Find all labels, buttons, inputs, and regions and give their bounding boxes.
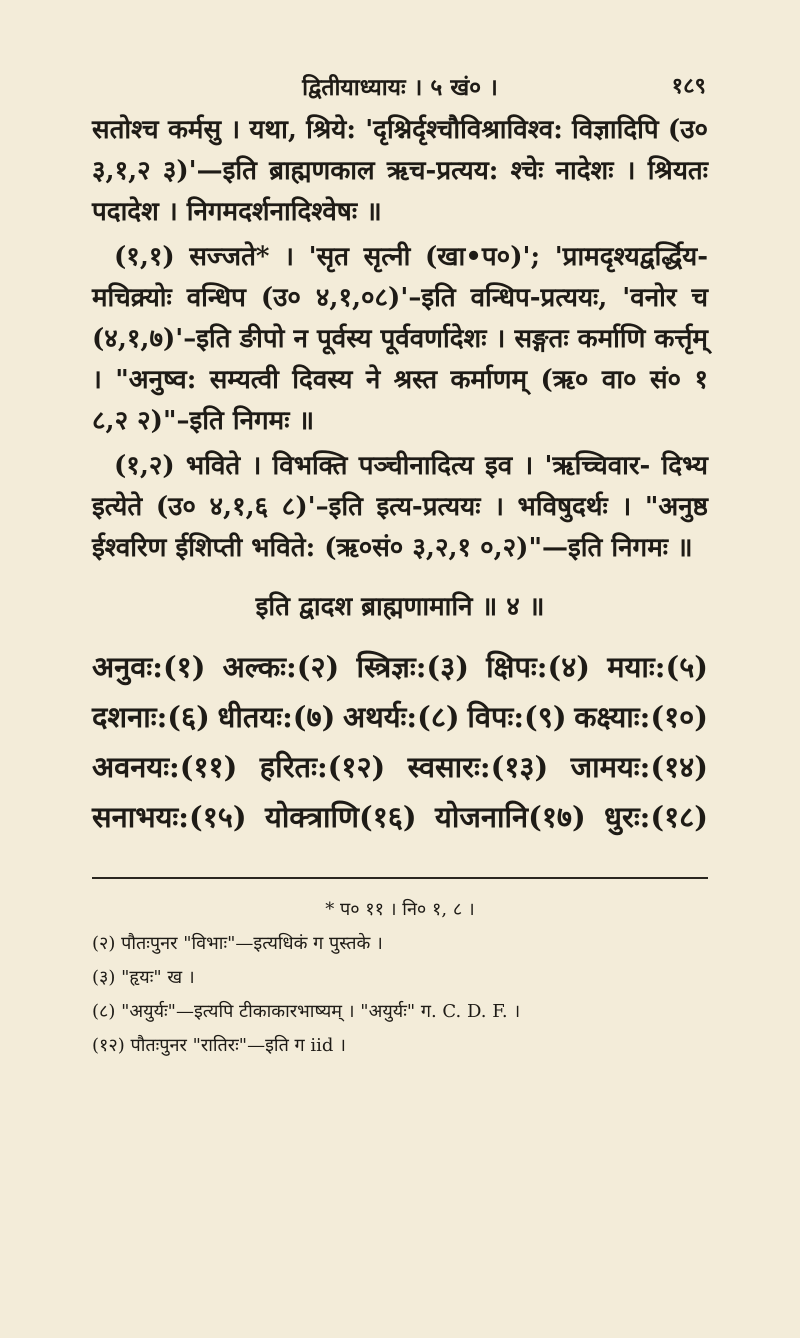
paragraph-entry-12: (१,२) भविते । विभक्ति पञ्चीनादित्य इव । 'ऋच्चिवार- दिभ्य इत्येते (उ० ४,१,६ ८)'–इति इत्य-प्रत्ययः । भविषुदर्थः । "अनुष्ठ ईश्वरिण ईशिप्ती भविते: (ऋ०सं० ३,२,१ ०,२)"—इति निगमः ॥: [92, 451, 708, 563]
word-list-item: सनाभयः:(१५): [92, 800, 247, 834]
footnote: (२) पौतःपुनर "विभाः"—इत्यधिकं ग पुस्तके ।: [92, 933, 383, 954]
word-list-item: अनुवः:(१): [92, 650, 206, 684]
word-list-item: धुरः:(१८): [604, 800, 708, 834]
footnote-star: * प० ११ । नि० १, ८ ।: [325, 899, 475, 920]
word-list-item: योक्त्राणि(१६): [265, 800, 417, 834]
paragraph-entry-11: (१,१) सज्जते* । 'सृत सृत्नी (खा•प०)'; 'प्रामदृश्यद्वर्द्धिय- मचिक्र्योः वन्धिप (उ० ४,१,०८)'–इति वन्धिप-प्रत्ययः, 'वनोर च (४,१,७)'–इति ङीपो न पूर्वस्य पूर्ववर्णादेशः । सङ्गतः कर्माणि कर्त्तृम् । "अनुष्व: सम्यत्वी दिवस्य ने श्रस्त कर्माणम् (ऋ० वा० सं० १ ८,२ २)"–इति निगमः ॥: [92, 242, 708, 436]
running-title: द्वितीयाध्यायः । ५ खं० ।: [302, 74, 498, 101]
word-list-row: [92, 647, 708, 697]
paragraph-intro: सतोश्च कर्मसु । यथा, श्रिये: 'दृश्निर्दृश्चौविश्राविश्व: विज्ञादिपि (उ० ३,१,२ ३)'—इति ब्राह्मणकाल ऋच-प्रत्यय: श्चेः नादेशः । श्रियतः पदादेश । निगमदर्शनादिश्वेषः ॥: [92, 115, 708, 227]
word-list-item: अल्कः:(२): [222, 650, 340, 684]
footnote: (८) "अयुर्यः"—इत्यपि टीकाकारभाष्यम् । "अयुर्यः" ग. C. D. F. ।: [92, 1001, 521, 1022]
footnotes: [92, 893, 708, 1063]
word-list-item: धीतयः:(७): [217, 700, 336, 734]
word-list-item: मयाः:(५): [607, 650, 708, 684]
word-list-row: [92, 697, 708, 747]
word-list-item: स्त्रिज्ञः:(३): [356, 650, 469, 684]
footnote: (३) "हृयः" ख ।: [92, 967, 195, 988]
word-list-item: अथर्यः:(८): [343, 700, 460, 734]
word-list-row: [92, 747, 708, 797]
footnote: (१२) पौतःपुनर "रातिरः"—इति ग iid ।: [92, 1035, 346, 1056]
word-list-item: अवनयः:(११): [92, 750, 238, 784]
word-list-item: विपः:(९): [467, 700, 567, 734]
page-number: १८९: [671, 73, 706, 99]
word-list-item: स्वसारः:(१३): [407, 750, 549, 784]
word-list-item: क्षिपः:(४): [486, 650, 591, 684]
word-list-item: कक्ष्याः:(१०): [574, 700, 708, 734]
word-list-item: जामयः:(१४): [570, 750, 708, 784]
word-list-item: हरितः:(१२): [259, 750, 386, 784]
page-header: [92, 70, 708, 110]
word-list-item: दशनाः:(६): [92, 700, 210, 734]
footnote-divider: [92, 877, 708, 879]
word-list: [92, 647, 708, 847]
section-closing-line: इति द्वादश ब्राह्मणामानि ॥ ४ ॥: [255, 592, 545, 622]
word-list-item: योजनानि(१७): [435, 800, 586, 834]
word-list-row: [92, 797, 708, 847]
